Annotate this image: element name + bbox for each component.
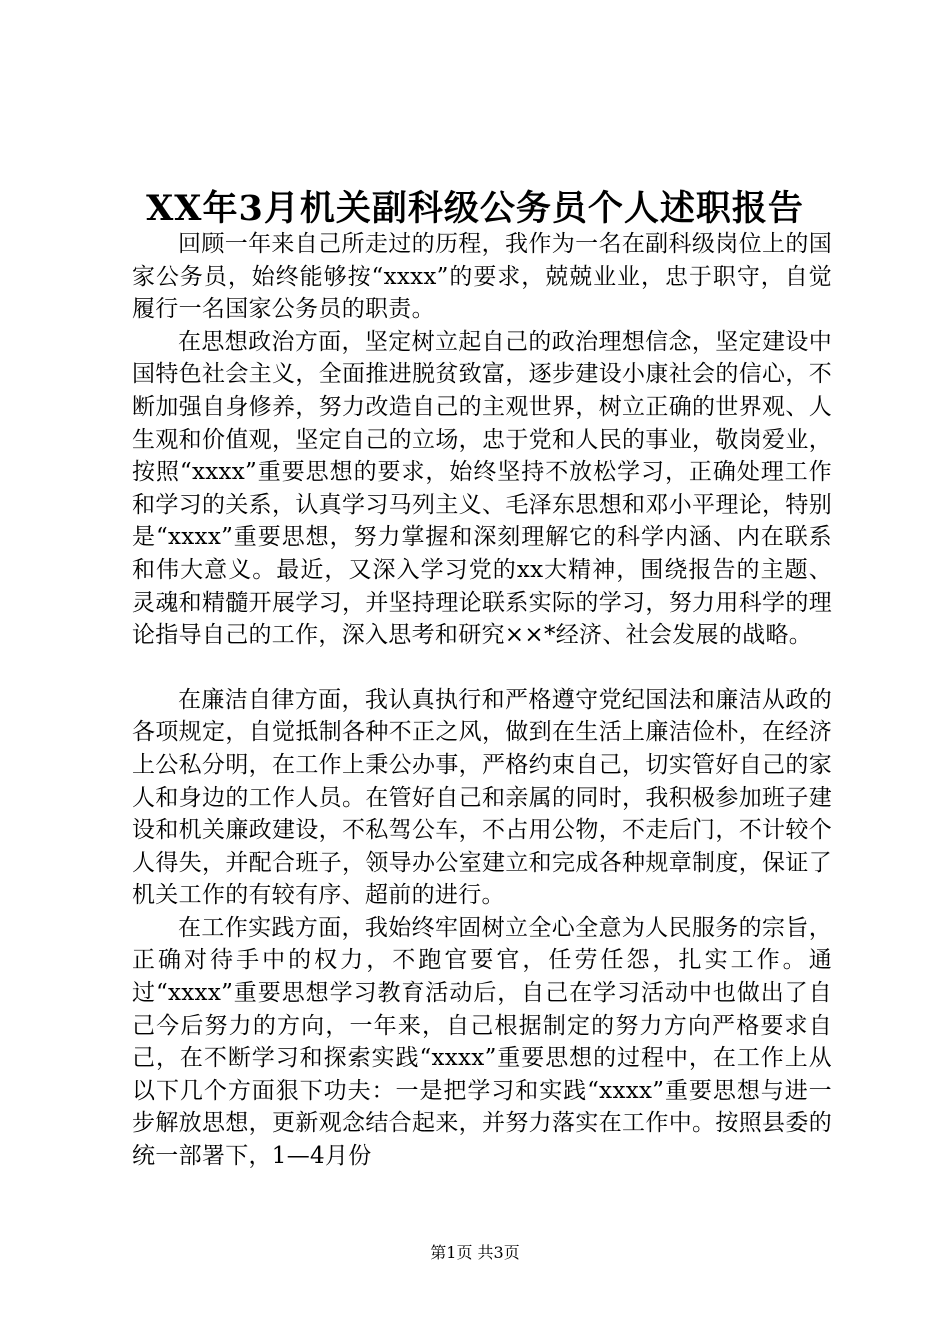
page-number-footer: 第1页 共3页	[430, 1243, 520, 1262]
paragraph-work-practice: 在工作实践方面，我始终牢固树立全心全意为人民服务的宗旨，正确对待手中的权力，不跑官要官，任劳任怨，扎实工作。通过“xxxx”重要思想学习教育活动后，自己在学习活动中也做出了自己今后努力的方向，一年来，自己根据制定的努力方向严格要求自己，在不断学习和探索实践“xxxx”重要思想的过程中，在工作上从以下几个方面狠下功夫：一是把学习和实践“xxxx”重要思想与进一步解放思想，更新观念结合起来，并努力落实在工作中。按照县委的统一部署下，1—4月份	[132, 914, 832, 1170]
paragraph-spacer	[132, 652, 832, 684]
paragraph-integrity: 在廉洁自律方面，我认真执行和严格遵守党纪国法和廉洁从政的各项规定，自觉抵制各种不正之风，做到在生活上廉洁俭朴，在经济上公私分明，在工作上秉公办事，严格约束自己，切实管好自己的家人和身边的工作人员。在管好自己和亲属的同时，我积极参加班子建设和机关廉政建设，不私驾公车，不占用公物，不走后门，不计较个人得失，并配合班子，领导办公室建立和完成各种规章制度，保证了机关工作的有较有序、超前的进行。	[132, 686, 832, 909]
paragraph-political-thought: 在思想政治方面，坚定树立起自己的政治理想信念，坚定建设中国特色社会主义，全面推进脱贫致富，逐步建设小康社会的信心，不断加强自身修养，努力改造自己的主观世界，树立正确的世界观、人生观和价值观，坚定自己的立场，忠于党和人民的事业，敬岗爱业，按照“xxxx”重要思想的要求，始终坚持不放松学习，正确处理工作和学习的关系，认真学习马列主义、毛泽东思想和邓小平理论，特别是“xxxx”重要思想，努力掌握和深刻理解它的科学内涵、内在联系和伟大意义。最近，又深入学习党的xx大精神，围绕报告的主题、灵魂和精髓开展学习，并坚持理论联系实际的学习，努力用科学的理论指导自己的工作，深入思考和研究××*经济、社会发展的战略。	[132, 328, 832, 649]
document-title: XX年3月机关副科级公务员个人述职报告	[146, 188, 804, 229]
paragraph-intro: 回顾一年来自己所走过的历程，我作为一名在副科级岗位上的国家公务员，始终能够按“xxxx”的要求，兢兢业业，忠于职守，自觉履行一名国家公务员的职责。	[132, 231, 832, 323]
document-body	[132, 228, 832, 1173]
